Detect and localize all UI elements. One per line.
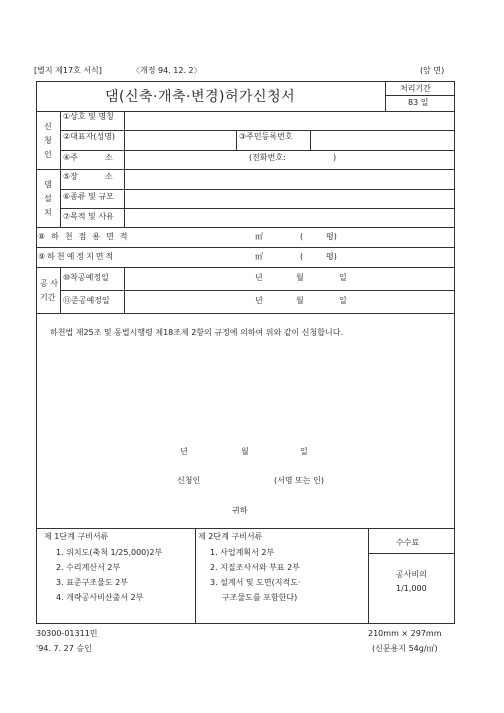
address-label: ④주 xyxy=(63,153,78,162)
occupied-m2-unit: ㎡ xyxy=(255,232,263,241)
stage2-item: 구조물도를 포함한다) xyxy=(222,593,298,602)
sign-day: 일 xyxy=(300,447,308,456)
processing-divider xyxy=(385,95,455,96)
dam-section-1: 댐 xyxy=(44,180,52,189)
occupied-pyeong-open: ( xyxy=(300,232,304,241)
start-year: 년 xyxy=(255,273,263,282)
purpose-field[interactable] xyxy=(125,209,454,227)
form-title: 댐(신축·개축·변경)허가신청서 xyxy=(105,89,296,105)
start-month: 월 xyxy=(296,273,304,282)
planned-m2-unit: ㎡ xyxy=(255,252,263,261)
business-name-label: ①상호 및 명칭 xyxy=(63,112,114,121)
end-date-label: ⑪준공예정일 xyxy=(63,296,110,305)
stage1-item: 3. 표준구조물도 2부 xyxy=(56,578,128,587)
start-date-label: ⑩착공예정일 xyxy=(63,273,109,282)
construction-section-1: 공 사 xyxy=(40,279,58,288)
applicant-sign-field[interactable] xyxy=(210,472,270,488)
dam-section-2: 설 xyxy=(44,194,52,203)
phone-close: ) xyxy=(333,153,337,162)
type-scale-field[interactable] xyxy=(125,190,454,208)
processing-value: 83 일 xyxy=(408,98,429,107)
applicant-section-3: 인 xyxy=(44,150,52,159)
stage1-list xyxy=(56,548,162,608)
location-field[interactable] xyxy=(125,170,454,188)
sign-year: 년 xyxy=(180,447,188,456)
location-label-2: 소 xyxy=(105,172,113,181)
row-line xyxy=(36,227,455,228)
revision-date: 〈개정 94. 12. 2〉 xyxy=(132,66,202,75)
address-label-2: 소 xyxy=(105,153,113,162)
cell-divider xyxy=(368,528,369,624)
row-line xyxy=(36,528,455,529)
stage1-item: 2. 수리계산서 2부 xyxy=(56,563,121,572)
cell-divider xyxy=(195,528,196,624)
fee-label: 수수료 xyxy=(396,538,420,547)
recipient: 귀하 xyxy=(232,506,248,515)
processing-label: 처리기간 xyxy=(400,84,431,93)
stage1-item: 1. 위치도(축척 1/25,000)2부 xyxy=(56,548,163,557)
occupied-area-label: ⑧하천점용면적 xyxy=(38,232,134,241)
representative-field[interactable] xyxy=(125,131,235,149)
section-divider xyxy=(60,169,61,227)
form-code: 30300-01311민 xyxy=(36,629,98,638)
applicant-sign-label: 신청인 xyxy=(177,476,201,485)
planned-area-label: ⑨하천예정지면적 xyxy=(38,252,116,261)
applicant-section-2: 청 xyxy=(44,136,52,145)
end-day: 일 xyxy=(339,296,347,305)
representative-label: ②대표자(성명) xyxy=(63,132,116,141)
fee-divider xyxy=(368,553,455,554)
stage2-title: 제 2단계 구비서류 xyxy=(198,532,263,541)
stage2-item: 2. 지질조사서와 부표 2부 xyxy=(210,563,300,572)
end-month: 월 xyxy=(296,296,304,305)
sign-hint: (서명 또는 인) xyxy=(274,476,324,485)
application-statement: 하천법 제25조 및 동법시행령 제18조제 2항의 규정에 의하여 위와 같이 신청합니다. xyxy=(50,328,343,337)
section-divider xyxy=(60,111,61,169)
start-day: 일 xyxy=(339,273,347,282)
fee-value-line2: 1/1,000 xyxy=(396,584,427,593)
form-number: [별지 제17호 서식] xyxy=(34,66,102,75)
location-label: ⑤장 xyxy=(63,172,78,181)
construction-section-2: 기간 xyxy=(40,293,56,302)
stage1-item: 4. 개략공사비산출서 2부 xyxy=(56,593,144,602)
stage2-list xyxy=(210,548,300,608)
row-line xyxy=(60,290,455,291)
planned-pyeong-open: ( xyxy=(300,252,304,261)
paper-type: (신문용지 54g/㎡) xyxy=(372,644,438,653)
occupied-pyeong-unit: 평) xyxy=(326,232,337,241)
approval-date: '94. 7. 27 승인 xyxy=(36,644,92,653)
cell-divider xyxy=(236,130,237,150)
page-side: (앞 면) xyxy=(420,66,445,75)
form-frame xyxy=(36,81,455,624)
stage1-title: 제 1단계 구비서류 xyxy=(44,532,109,541)
resident-no-field[interactable] xyxy=(311,131,454,149)
type-scale-label: ⑥종류 및 규모 xyxy=(63,192,114,201)
planned-pyeong-unit: 평) xyxy=(326,252,337,261)
purpose-label: ⑦목적 및 사유 xyxy=(63,212,114,221)
row-line xyxy=(36,313,455,314)
resident-no-label: ③주민등록번호 xyxy=(239,132,293,141)
title-divider xyxy=(385,81,386,111)
sign-month: 월 xyxy=(241,447,249,456)
stage2-item: 3. 설계서 및 도면(지적도· xyxy=(210,578,301,587)
dam-section-3: 치 xyxy=(44,208,52,217)
applicant-section-1: 신 xyxy=(44,122,52,131)
business-name-field[interactable] xyxy=(125,112,454,128)
fee-value-line1: 공사비의 xyxy=(396,570,427,579)
paper-size: 210mm × 297mm xyxy=(368,629,442,638)
stage2-item: 1. 사업계획서 2부 xyxy=(210,548,275,557)
row-line xyxy=(36,247,455,248)
row-line xyxy=(36,267,455,268)
phone-label: (전화번호: xyxy=(249,153,286,162)
row-line xyxy=(60,150,455,151)
end-year: 년 xyxy=(255,296,263,305)
